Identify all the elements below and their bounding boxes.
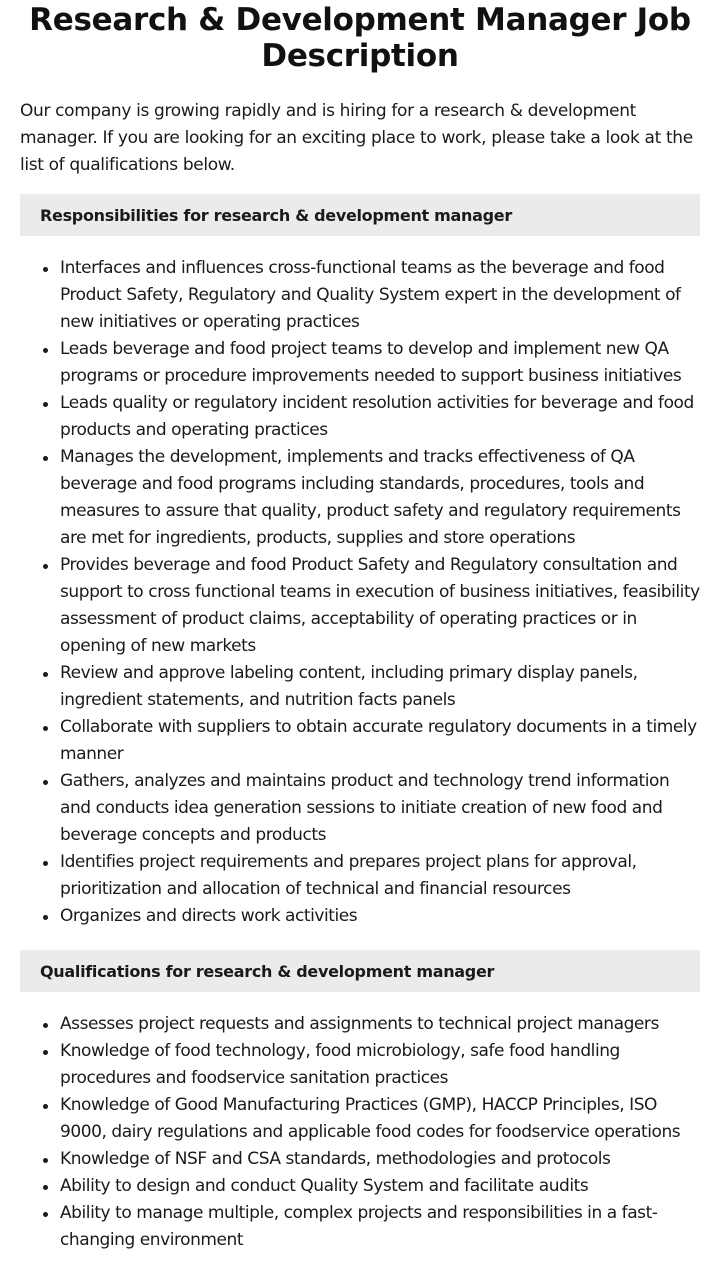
qualifications-header xyxy=(20,950,700,992)
list-item: Provides beverage and food Product Safety and Regulatory consultation and support to cross functional teams in execution of business initiatives, feasibility assessment of product claims, acceptability of operating practices or in opening of new markets xyxy=(60,552,700,660)
list-item: Ability to design and conduct Quality System and facilitate audits xyxy=(60,1173,700,1200)
page-title: Research & Development Manager Job Description xyxy=(29,2,691,74)
responsibilities-list xyxy=(20,255,700,930)
responsibilities-heading: Responsibilities for research & development manager xyxy=(40,205,512,225)
list-item: Assesses project requests and assignments to technical project managers xyxy=(60,1011,700,1038)
list-item: Collaborate with suppliers to obtain accurate regulatory documents in a timely manner xyxy=(60,714,700,768)
list-item: Knowledge of NSF and CSA standards, methodologies and protocols xyxy=(60,1146,700,1173)
list-item: Leads quality or regulatory incident resolution activities for beverage and food products and operating practices xyxy=(60,390,700,444)
intro-paragraph: Our company is growing rapidly and is hiring for a research & development manager. If you are looking for an exciting place to work, please take a look at the list of qualifications below. xyxy=(20,101,693,175)
list-item: Interfaces and influences cross-functional teams as the beverage and food Product Safety, Regulatory and Quality System expert in the development of new initiatives or operating practices xyxy=(60,255,700,336)
qualifications-list xyxy=(20,1011,700,1254)
list-item: Organizes and directs work activities xyxy=(60,903,700,930)
list-item: Knowledge of food technology, food microbiology, safe food handling procedures and foodservice sanitation practices xyxy=(60,1038,700,1092)
list-item: Manages the development, implements and tracks effectiveness of QA beverage and food programs including standards, procedures, tools and measures to assure that quality, product safety and regulatory requirements are met for ingredients, products, supplies and store operations xyxy=(60,444,700,552)
list-item: Review and approve labeling content, including primary display panels, ingredient statements, and nutrition facts panels xyxy=(60,660,700,714)
list-item: Identifies project requirements and prepares project plans for approval, prioritization and allocation of technical and financial resources xyxy=(60,849,700,903)
qualifications-heading: Qualifications for research & development manager xyxy=(40,961,495,981)
list-item: Leads beverage and food project teams to develop and implement new QA programs or procedure improvements needed to support business initiatives xyxy=(60,336,700,390)
list-item: Knowledge of Good Manufacturing Practices (GMP), HACCP Principles, ISO 9000, dairy regulations and applicable food codes for foodservice operations xyxy=(60,1092,700,1146)
list-item: Gathers, analyzes and maintains product and technology trend information and conducts idea generation sessions to initiate creation of new food and beverage concepts and products xyxy=(60,768,700,849)
responsibilities-header xyxy=(20,194,700,236)
list-item: Ability to manage multiple, complex projects and responsibilities in a fast-changing environment xyxy=(60,1200,700,1254)
